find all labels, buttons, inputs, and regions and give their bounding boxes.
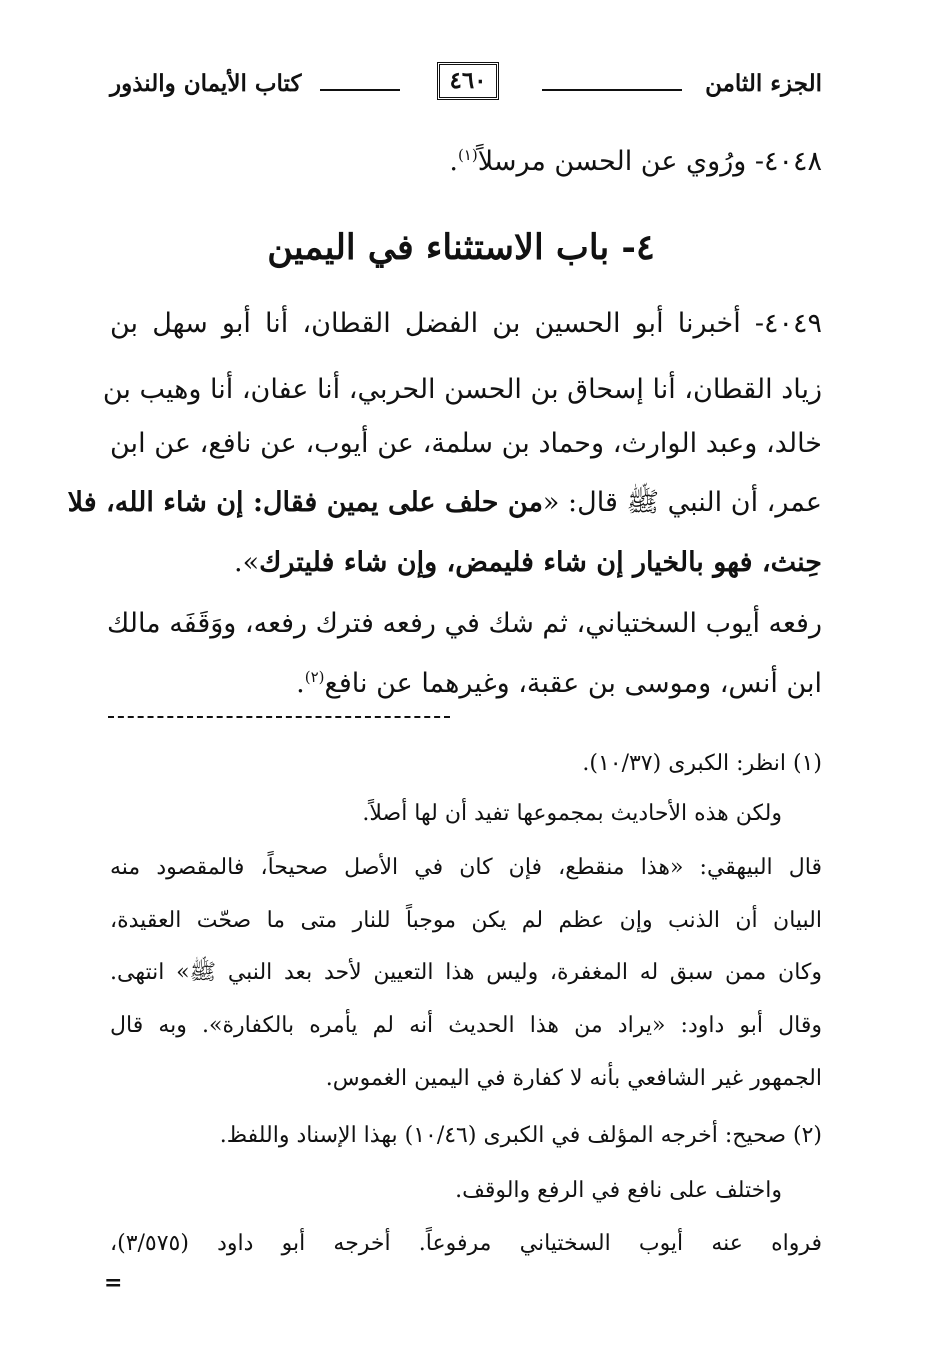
footnote-2-line-2: واختلف على نافع في الرفع والوقف. [455, 1178, 782, 1203]
hadith-4048-text: ٤٠٤٨- ورُوي عن الحسن مرسلاً [477, 146, 822, 177]
volume-label: الجزء الثامن [705, 70, 822, 97]
footnote-1-line-1: (١) انظر: الكبرى (١٠/٣٧). [582, 751, 822, 776]
hadith-4049-line-7-text: ابن أنس، وموسى بن عقبة، وغيرهما عن نافع [324, 668, 822, 699]
hadith-4049-line-4 [67, 483, 822, 523]
page-header [100, 62, 822, 106]
footnote-1-line-7: الجمهور غير الشافعي بأنه لا كفارة في اليمين الغموس. [325, 1066, 822, 1091]
hadith-4049-line-5 [110, 543, 822, 583]
hadith-4049-line-6: رفعه أيوب السختياني، ثم شك في رفعه فترك رفعه، ووَقَفَه مالك [106, 608, 822, 639]
hadith-4049-line-4-plain: عمر، أن النبي ﷺ قال: « [542, 487, 822, 518]
hadith-4049-line-1: ٤٠٤٩- أخبرنا أبو الحسين بن الفضل القطان، أنا أبو سهل بن [110, 308, 822, 339]
footnote-ref-1: (١) [457, 146, 478, 164]
hadith-4049-line-2: زياد القطان، أنا إسحاق بن الحسن الحربي، أنا عفان، أنا وهيب بن [102, 374, 822, 405]
footnote-separator [108, 716, 450, 718]
continuation-mark: = [104, 1270, 123, 1296]
chapter-title: ٤- باب الاستثناء في اليمين [267, 227, 655, 268]
footnote-1-line-4: البيان أن الذنب وإن عظم لم يكن موجباً للنار متى ما صحّت العقيدة، [110, 908, 822, 933]
hadith-4049-line-4-bold: من حلف على يمين فقال: إن شاء الله، فلا [67, 487, 543, 518]
hadith-4048 [110, 142, 822, 182]
book-title: كتاب الأيمان والنذور [110, 70, 302, 97]
hadith-4049-line-7-end: . [296, 668, 305, 699]
header-rule-right [542, 89, 682, 91]
hadith-4048-end: . [449, 146, 458, 177]
footnote-1-line-6: وقال أبو داود: «يراد من هذا الحديث أنه لم يأمره بالكفارة». وبه قال [110, 1013, 822, 1038]
hadith-4049-line-5-bold: حِنث، فهو بالخيار إن شاء فليمض، وإن شاء فليترك [259, 547, 822, 578]
footnote-1-line-5: وكان ممن سبق له المغفرة، وليس هذا التعيين لأحد بعد النبي ﷺ» انتهى. [110, 960, 822, 985]
footnote-2-line-1: (٢) صحيح: أخرجه المؤلف في الكبرى (١٠/٤٦) بهذا الإسناد واللفظ. [219, 1123, 822, 1148]
hadith-4049-line-7 [110, 664, 822, 704]
footnote-ref-2: (٢) [304, 668, 325, 686]
footnote-1-line-2: ولكن هذه الأحاديث بمجموعها تفيد أن لها أصلاً. [362, 801, 782, 826]
hadith-4049-line-5-end: ». [234, 547, 260, 578]
page-number: ٤٦٠ [437, 62, 499, 100]
header-rule-left [320, 89, 400, 91]
footnote-2-line-3: فرواه عنه أيوب السختياني مرفوعاً. أخرجه أبو داود (٣/٥٧٥)، [110, 1231, 822, 1256]
footnote-1-line-3: قال البيهقي: «هذا منقطع، فإن كان في الأصل صحيحاً، فالمقصود منه [110, 855, 822, 880]
hadith-4049-line-3: خالد، وعبد الوارث، وحماد بن سلمة، عن أيوب، عن نافع، عن ابن [110, 428, 822, 459]
